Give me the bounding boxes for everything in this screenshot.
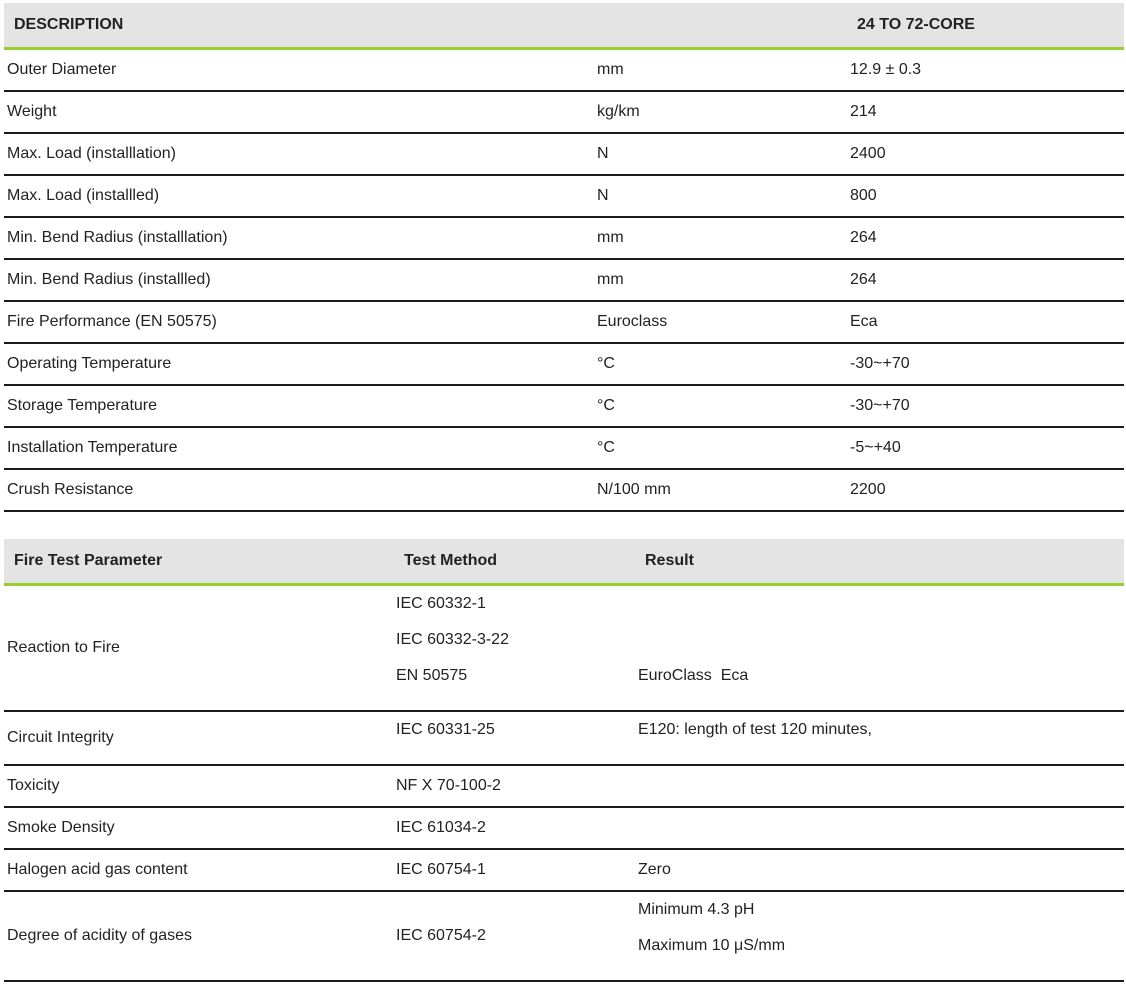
spec-unit: Euroclass [597, 313, 668, 330]
spec-unit: mm [597, 61, 624, 78]
header-description: DESCRIPTION [14, 16, 124, 33]
test-method: IEC 60332-3-22 [396, 631, 509, 648]
test-method: IEC 60754-2 [396, 927, 486, 944]
test-result: Minimum 4.3 pH [638, 901, 755, 918]
spec-name: Storage Temperature [7, 397, 158, 414]
spec-name: Fire Performance (EN 50575) [7, 313, 217, 330]
table-row [4, 428, 1124, 470]
table-row [4, 218, 1124, 260]
test-method: IEC 60332-1 [396, 595, 486, 612]
spec-unit: °C [597, 397, 615, 414]
fire-test-table [4, 539, 1124, 982]
spec-unit: °C [597, 439, 615, 456]
spec-value: -30~+70 [850, 355, 910, 372]
table-row [4, 470, 1124, 512]
spec-name: Min. Bend Radius (installled) [7, 271, 211, 288]
spec-name: Outer Diameter [7, 61, 117, 78]
table-row [4, 302, 1124, 344]
table-row [4, 92, 1124, 134]
test-method: IEC 61034-2 [396, 819, 486, 836]
spec-name: Max. Load (installlation) [7, 145, 176, 162]
spec-name: Operating Temperature [7, 355, 172, 372]
spec-table-header [4, 3, 1124, 50]
table-row [4, 808, 1124, 850]
test-result: EuroClass Eca [638, 667, 749, 684]
spec-value: -30~+70 [850, 397, 910, 414]
test-method: IEC 60754-1 [396, 861, 486, 878]
fire-parameter: Smoke Density [7, 819, 115, 836]
table-row [4, 50, 1124, 92]
fire-parameter: Degree of acidity of gases [7, 927, 192, 944]
test-result: E120: length of test 120 minutes, [638, 721, 872, 738]
test-method: NF X 70-100-2 [396, 777, 501, 794]
table-row [4, 892, 1124, 982]
spec-name: Weight [7, 103, 57, 120]
header-fire-test-parameter: Fire Test Parameter [14, 552, 163, 569]
fire-table-header [4, 539, 1124, 586]
spec-name: Max. Load (installled) [7, 187, 160, 204]
spec-value: 800 [850, 187, 877, 204]
fire-parameter: Halogen acid gas content [7, 861, 188, 878]
spec-unit: N [597, 145, 609, 162]
table-row [4, 260, 1124, 302]
spec-name: Installation Temperature [7, 439, 178, 456]
spec-unit: °C [597, 355, 615, 372]
spec-name: Crush Resistance [7, 481, 134, 498]
table-row [4, 712, 1124, 766]
test-result: Maximum 10 μS/mm [638, 937, 786, 954]
spec-unit: mm [597, 229, 624, 246]
spec-value: 264 [850, 229, 877, 246]
spec-unit: N [597, 187, 609, 204]
table-row [4, 134, 1124, 176]
table-row [4, 176, 1124, 218]
spec-value: 2400 [850, 145, 886, 162]
table-row [4, 344, 1124, 386]
table-row [4, 850, 1124, 892]
spec-unit: N/100 mm [597, 481, 671, 498]
spec-unit: kg/km [597, 103, 640, 120]
spec-table [4, 3, 1124, 512]
test-method: IEC 60331-25 [396, 721, 495, 738]
spec-value: 214 [850, 103, 877, 120]
spec-value: -5~+40 [850, 439, 901, 456]
spec-value: 12.9 ± 0.3 [850, 61, 922, 78]
spec-value: 2200 [850, 481, 886, 498]
spec-value: 264 [850, 271, 877, 288]
header-core-range: 24 TO 72-CORE [857, 16, 975, 33]
fire-parameter: Toxicity [7, 777, 60, 794]
header-test-method: Test Method [404, 552, 498, 569]
table-row [4, 386, 1124, 428]
spec-unit: mm [597, 271, 624, 288]
test-method: EN 50575 [396, 667, 468, 684]
table-row [4, 586, 1124, 712]
spec-name: Min. Bend Radius (installlation) [7, 229, 228, 246]
test-result: Zero [638, 861, 671, 878]
spec-value: Eca [850, 313, 878, 330]
header-result: Result [645, 552, 694, 569]
fire-parameter: Reaction to Fire [7, 639, 120, 656]
table-row [4, 766, 1124, 808]
fire-parameter: Circuit Integrity [7, 729, 114, 746]
